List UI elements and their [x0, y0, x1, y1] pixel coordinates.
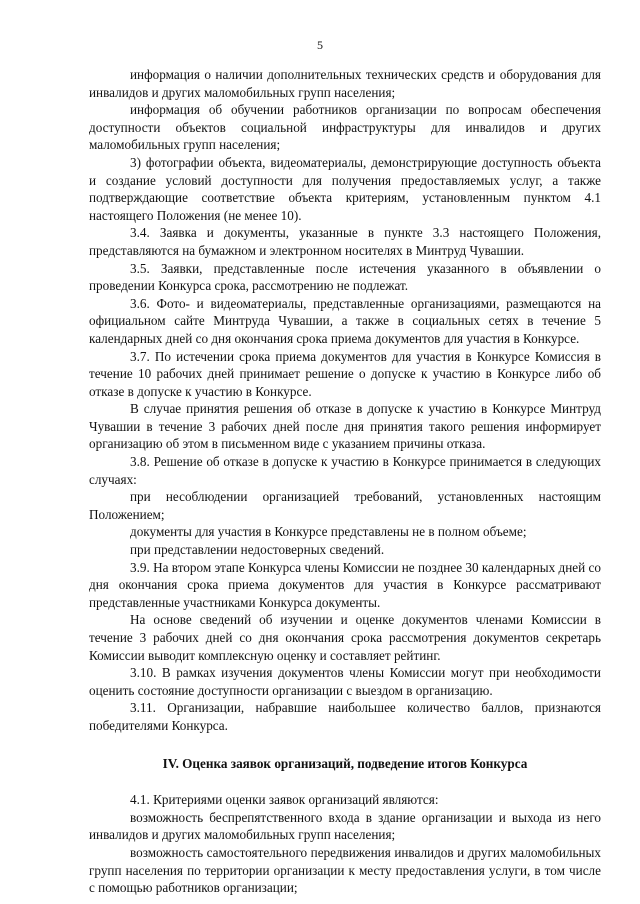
paragraph: 3.8. Решение об отказе в допуске к участию в Конкурсе принимается в следующих случаях: [89, 454, 601, 487]
paragraph: документы для участия в Конкурсе представлены не в полном объеме; [130, 524, 527, 540]
paragraph: 3.9. На втором этапе Конкурса члены Комиссии не позднее 30 календарных дней со дня окончания срока приема документов для участия в Конкурсе рассматривают представленные участниками Конкурса документы. [89, 559, 601, 610]
paragraph: 3.10. В рамках изучения документов члены Комиссии могут при необходимости оценить состояние доступности организации с выездом в организацию. [89, 665, 601, 698]
paragraph: информация о наличии дополнительных технических средств и оборудования для инвалидов и других маломобильных групп населения; [89, 67, 601, 100]
paragraph: 4.1. Критериями оценки заявок организаций являются: [130, 792, 439, 808]
document-body [89, 66, 601, 897]
paragraph: при несоблюдении организацией требований, установленных настоящим Положением; [89, 489, 601, 522]
section-heading: IV. Оценка заявок организаций, подведение итогов Конкурса [162, 755, 528, 771]
paragraph: 3.11. Организации, набравшие наибольшее количество баллов, признаются победителями Конкурса. [89, 700, 601, 733]
paragraph: возможность беспрепятственного входа в здание организации и выхода из него инвалидов и других маломобильных групп населения; [89, 809, 601, 843]
paragraph: На основе сведений об изучении и оценке документов членами Комиссии в течение 3 рабочих дней со дня окончания срока рассмотрения документов секретарь Комиссии выводит комплексную оценку и составляет рейтинг. [89, 612, 601, 663]
paragraph: 3.7. По истечении срока приема документов для участия в Конкурсе Комиссия в течение 10 рабочих дней принимает решение о допуске к участию в Конкурсе либо об отказе в допуске к участию в Конкурсе. [89, 348, 601, 399]
page-number: 5 [317, 38, 323, 52]
paragraph: возможность самостоятельного передвижения инвалидов и других маломобильных групп населения по территории организации к месту предоставления услуги, в том числе с помощью работников организации; [89, 844, 601, 896]
paragraph: 3.5. Заявки, представленные после истечения указанного в объявлении о проведении Конкурса срока, рассмотрению не подлежат. [89, 260, 601, 294]
paragraph: 3) фотографии объекта, видеоматериалы, демонстрирующие доступность объекта и создание условий доступности для получения предоставляемых услуг, а также подтверждающие соответствие объекта критериям, установленным пунктом 4.1 настоящего Положения (не менее 10). [89, 154, 601, 223]
paragraph: 3.6. Фото- и видеоматериалы, представленные организациями, размещаются на официальном сайте Минтруда Чувашии, а также в социальных сетях в течение 5 календарных дней со дня окончания срока приема документов для участия в Конкурсе. [89, 295, 601, 346]
paragraph: 3.4. Заявка и документы, указанные в пункте 3.3 настоящего Положения, представляются на бумажном и электронном носителях в Минтруд Чувашии. [89, 225, 601, 258]
paragraph: В случае принятия решения об отказе в допуске к участию в Конкурсе Минтруд Чувашии в течение 3 рабочих дней после дня принятия такого решения информирует организацию об этом в письменном виде с указанием причины отказа. [89, 401, 601, 452]
paragraph: при представлении недостоверных сведений. [130, 542, 385, 558]
paragraph: информация об обучении работников организации по вопросам обеспечения доступности объектов социальной инфраструктуры для инвалидов и других маломобильных групп населения; [89, 102, 601, 153]
